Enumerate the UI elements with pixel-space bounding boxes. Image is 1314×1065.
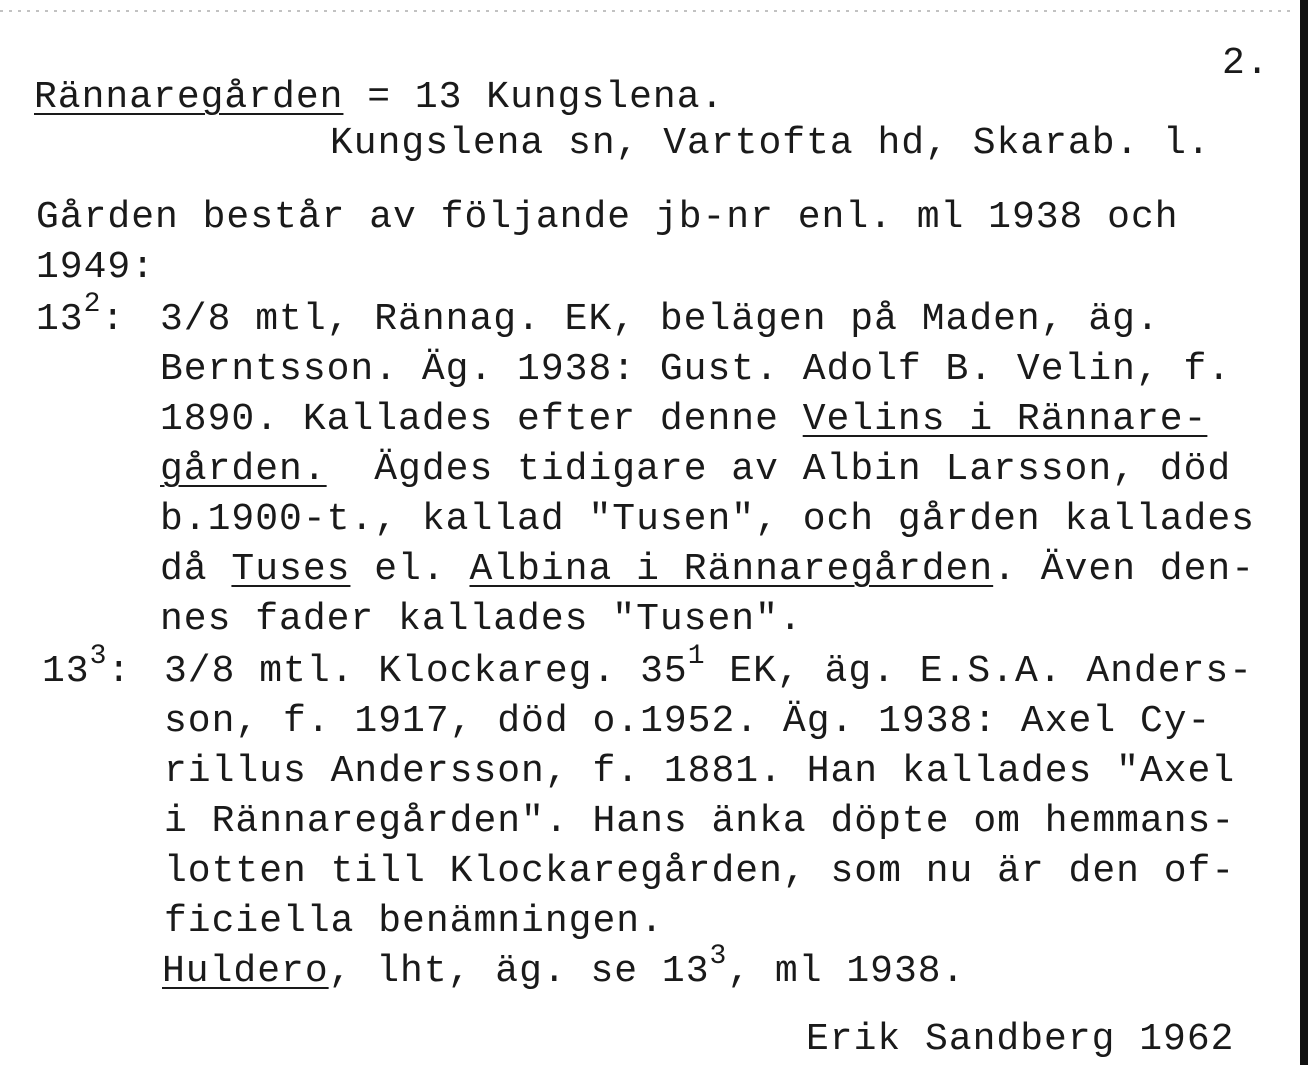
entry-1-line-6-e: . Även den- xyxy=(993,548,1256,591)
entry-1-line-4 xyxy=(160,448,1231,492)
entry-2-line-7-superscript: 3 xyxy=(709,941,728,972)
location-line: Kungslena sn, Vartofta hd, Skarab. l. xyxy=(330,122,1211,165)
entry-2-line-2: son, f. 1917, död o.1952. Äg. 1938: Axel Cy- xyxy=(164,700,1212,743)
intro-line-2: 1949: xyxy=(36,246,156,289)
entry-2-line-5: lotten till Klockaregården, som nu är den of- xyxy=(164,850,1236,893)
farm-alias-huldero: Huldero xyxy=(162,950,329,993)
entry-2-line-1-b: EK, äg. E.S.A. Anders- xyxy=(705,650,1253,693)
farm-alias-velins: Velins i Rännare- xyxy=(802,398,1208,441)
farm-alias-tuses: Tuses xyxy=(231,548,351,591)
farm-alias-albina: Albina i Rännaregården xyxy=(469,548,994,591)
card-title xyxy=(34,76,724,120)
entry-1-line-4-text: Ägdes tidigare av Albin Larsson, död xyxy=(326,448,1232,491)
entry-1-colon: : xyxy=(101,298,126,341)
farm-designation: = 13 Kungslena. xyxy=(343,76,725,119)
entry-1-line-1: 3/8 mtl, Rännag. EK, belägen på Maden, äg. xyxy=(160,298,1160,341)
entry-2-superscript: 3 xyxy=(89,641,108,672)
signature: Erik Sandberg 1962 xyxy=(806,1018,1235,1061)
entry-1-line-2: Berntsson. Äg. 1938: Gust. Adolf B. Velin, f. xyxy=(160,348,1232,391)
farm-alias-velins-end: gården. xyxy=(160,448,327,491)
entry-1-base: 13 xyxy=(36,298,84,341)
entry-2-line-7-b: , lht, äg. se 13 xyxy=(328,950,710,993)
entry-2-line-1-superscript: 1 xyxy=(687,641,706,672)
farm-name: Rännaregården xyxy=(34,76,344,119)
entry-1-line-6-a: då xyxy=(160,548,232,591)
entry-2-colon: : xyxy=(107,650,132,693)
entry-1-line-3 xyxy=(160,398,1207,442)
entry-1-line-6-c: el. xyxy=(350,548,470,591)
entry-2-line-4: i Rännaregården". Hans änka döpte om hemmans- xyxy=(164,800,1236,843)
entry-1-line-3-text: 1890. Kallades efter denne xyxy=(160,398,803,441)
entry-2-line-7 xyxy=(162,941,966,997)
entry-2-line-3: rillus Andersson, f. 1881. Han kallades "Axel xyxy=(164,750,1236,793)
entry-1-line-7: nes fader kallades "Tusen". xyxy=(160,598,803,641)
card-right-edge xyxy=(1300,0,1308,1065)
entry-1-line-5: b.1900-t., kallad "Tusen", och gården kallades xyxy=(160,498,1255,541)
entry-2-line-7-c: , ml 1938. xyxy=(727,950,966,993)
intro-line-1: Gården består av följande jb-nr enl. ml 1938 och xyxy=(36,196,1179,239)
entry-2-line-6: ficiella benämningen. xyxy=(164,900,664,943)
entry-1-line-6 xyxy=(160,548,1255,592)
entry-2-number xyxy=(42,641,132,697)
entry-2-line-1-a: 3/8 mtl. Klockareg. 35 xyxy=(164,650,688,693)
entry-2-line-1 xyxy=(164,641,1253,697)
entry-1-superscript: 2 xyxy=(83,289,102,320)
entry-1-number xyxy=(36,289,126,345)
page-number: 2. xyxy=(1222,42,1270,85)
entry-2-base: 13 xyxy=(42,650,90,693)
card-top-edge xyxy=(0,10,1290,12)
